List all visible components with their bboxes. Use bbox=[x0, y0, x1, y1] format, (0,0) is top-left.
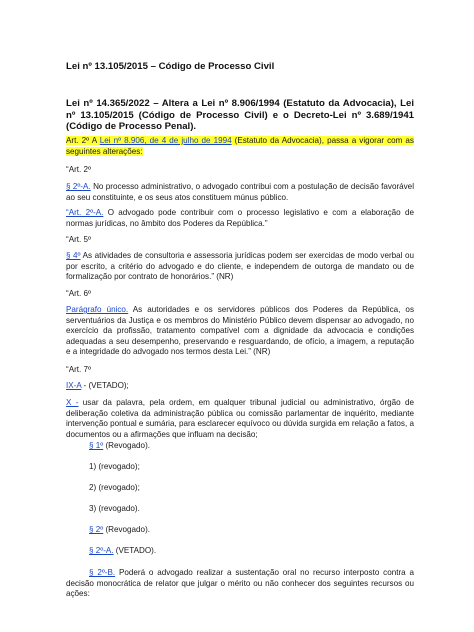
item-ixa: IX-A - (VETADO); bbox=[66, 381, 129, 390]
item-x-link[interactable]: X - bbox=[66, 398, 79, 407]
article-2a-link[interactable]: “Art. 2º-A. bbox=[66, 208, 104, 217]
revoked-item-1: 1) (revogado); bbox=[89, 462, 140, 471]
paragraph-4-link[interactable]: § 4º bbox=[66, 251, 81, 260]
section-2b: § 2º-B. Poderá o advogado realizar a sustentação oral no recurso interposto contra a decisão monocrática de relator que julgar o mérito ou não conhecer dos seguintes recursos ou ações: bbox=[66, 568, 414, 598]
section-2-link[interactable]: § 2º bbox=[89, 525, 104, 534]
revoked-item-2: 2) (revogado); bbox=[89, 483, 140, 492]
art7-heading: “Art. 7º bbox=[66, 365, 91, 374]
section-1-link[interactable]: § 1º bbox=[89, 441, 104, 450]
law-subtitle: Lei nº 14.365/2022 – Altera a Lei nº 8.906/1994 (Estatuto da Advocacia), Lei nº 13.105/2015 (Código de Processo Civil) e o Decreto-Lei nº 3.689/1941 (Código de Processo Penal). bbox=[66, 98, 414, 133]
section-2: § 2º (Revogado). bbox=[89, 525, 151, 534]
art5-heading: “Art. 5º bbox=[66, 235, 91, 244]
section-2b-link[interactable]: § 2º-B. bbox=[89, 568, 116, 577]
section-2a-link[interactable]: § 2º-A. bbox=[89, 546, 114, 555]
art6-heading: “Art. 6º bbox=[66, 289, 91, 298]
paragraph-unico: Parágrafo único. As autoridades e os servidores públicos dos Poderes da República, os serventuários da Justiça e os membros do Ministério Público devem dispensar ao advogado, no exercício da profissão, tratamento compatível com a dignidade da advocacia e condições adequadas a seu desempenho, preservando e resguardando, de ofício, a imagem, a reputação e a integridade do advogado nos termos desta Lei.” (NR) bbox=[66, 305, 414, 356]
section-2a: § 2º-A. (VETADO). bbox=[89, 546, 157, 555]
paragraph-4: § 4º As atividades de consultoria e assessoria jurídicas podem ser exercidas de modo verbal ou por escrito, a critério do advogado e do cliente, e independem de outorga de mandato ou de formalização por contrato de honorários.” (NR) bbox=[66, 251, 414, 281]
law-8906-link[interactable]: Lei nº 8.906, de 4 de julho de 1994 bbox=[99, 136, 232, 145]
item-ixa-link[interactable]: IX-A bbox=[66, 381, 82, 390]
highlighted-article bbox=[66, 136, 414, 157]
revoked-item-3: 3) (revogado). bbox=[89, 504, 140, 513]
item-x: X - usar da palavra, pela ordem, em qualquer tribunal judicial ou administrativo, órgão de deliberação coletiva da administração pública ou comissão parlamentar de inquérito, mediante intervenção pontual e sumária, para esclarecer equívoco ou dúvida surgida em relação a fatos, a documentos ou a afirmações que influam na decisão; bbox=[66, 398, 415, 439]
highlight-mark: Art. 2º A Lei nº 8.906, de 4 de julho de 1994 (Estatuto da Advocacia), passa a vigorar com as seguintes alterações: bbox=[66, 136, 414, 156]
paragraph-2a: § 2º-A. No processo administrativo, o advogado contribui com a postulação de decisão favorável ao seu constituinte, e os seus atos constituem múnus público. bbox=[66, 182, 414, 202]
art2-heading: “Art. 2º bbox=[66, 165, 91, 174]
article-2a: “Art. 2º-A. O advogado pode contribuir com o processo legislativo e com a elaboração de normas jurídicas, no âmbito dos Poderes da República.” bbox=[66, 208, 414, 228]
page-title: Lei nº 13.105/2015 – Código de Processo Civil bbox=[66, 61, 275, 72]
paragraph-2a-link[interactable]: § 2º-A. bbox=[66, 182, 91, 191]
paragraph-unico-link[interactable]: Parágrafo único. bbox=[66, 305, 129, 314]
section-1: § 1º (Revogado). bbox=[89, 441, 151, 450]
